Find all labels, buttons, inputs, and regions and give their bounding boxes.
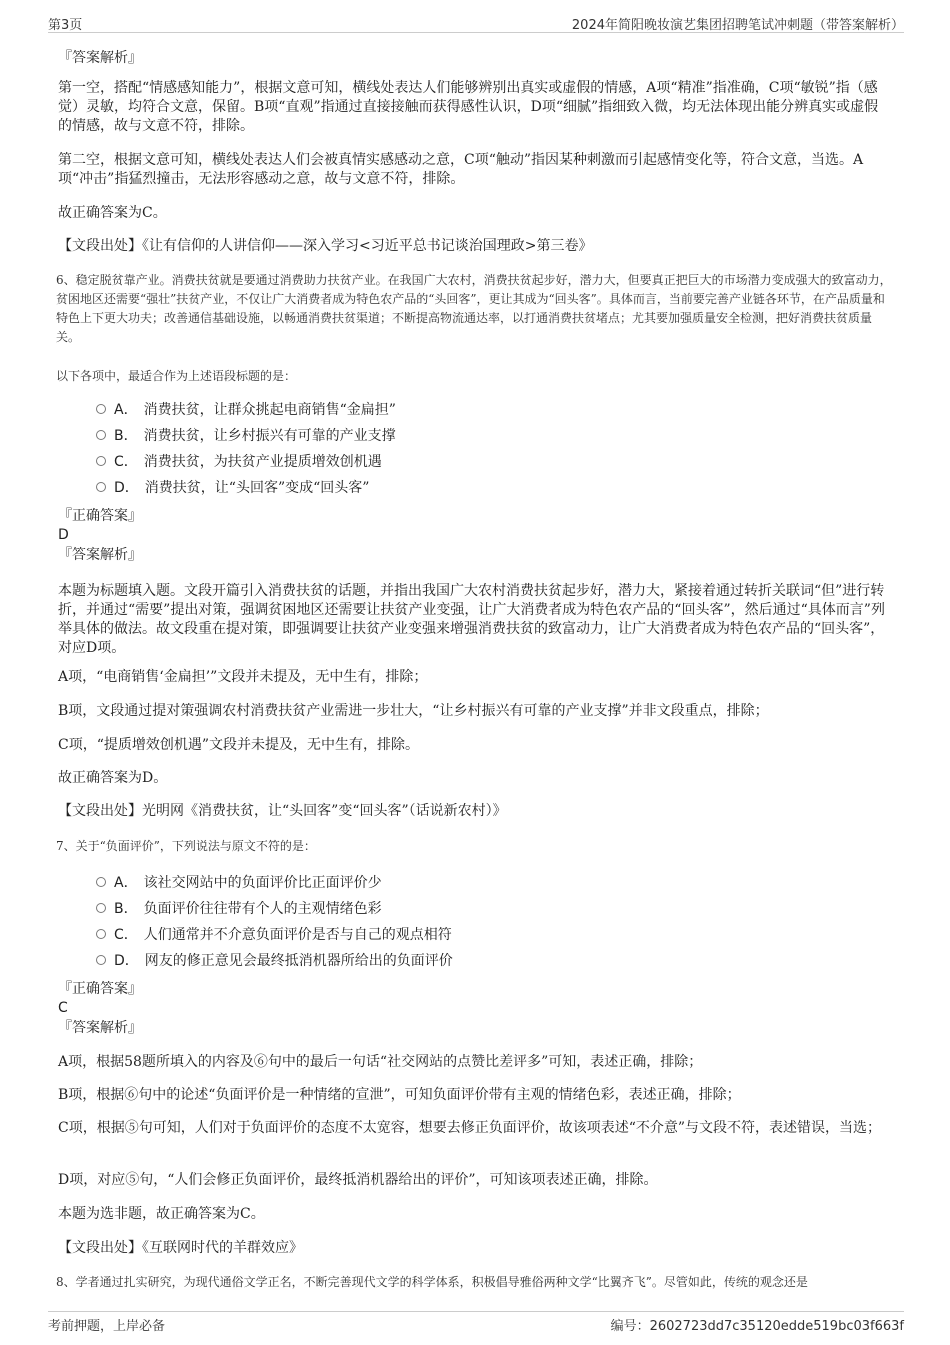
option-a[interactable]	[96, 873, 382, 893]
option-d[interactable]	[96, 951, 453, 971]
analysis-paragraph: B项，文段通过提对策强调农村消费扶贫产业需进一步壮大，“让乡村振兴有可靠的产业支撑”并非文段重点，排除；	[58, 703, 769, 719]
option-letter: B．	[114, 901, 138, 917]
option-b[interactable]	[96, 426, 396, 446]
document-title: 2024年简阳晚妆演艺集团招聘笔试冲刺题（带答案解析）	[571, 18, 904, 33]
analysis-paragraph: C项，“提质增效创机遇”文段并未提及，无中生有，排除。	[58, 737, 420, 753]
analysis-conclusion: 故正确答案为D。	[58, 770, 168, 786]
option-letter: D．	[114, 953, 139, 969]
correct-answer: C	[58, 1000, 68, 1016]
option-letter: B．	[114, 428, 138, 444]
analysis-paragraph: A项，根据58题所填入的内容及⑥句中的最后一句话“社交网站的点赞比差评多”可知，表述正确，排除；	[58, 1054, 703, 1070]
option-letter: D．	[114, 480, 139, 496]
radio-button-icon[interactable]	[96, 456, 106, 466]
analysis-conclusion: 本题为选非题，故正确答案为C。	[58, 1206, 265, 1222]
option-letter: A．	[114, 402, 138, 418]
correct-answer-heading: 『正确答案』	[58, 981, 142, 997]
document-id: 编号：2602723dd7c35120edde519bc03f663f	[610, 1319, 904, 1334]
page-number: 第3页	[48, 18, 83, 33]
option-c[interactable]	[96, 925, 452, 945]
source-citation: 【文段出处】《让有信仰的人讲信仰——深入学习<习近平总书记谈治国理政>第三卷》	[58, 238, 593, 254]
footer-slogan: 考前押题，上岸必备	[48, 1319, 166, 1334]
radio-button-icon[interactable]	[96, 482, 106, 492]
radio-button-icon[interactable]	[96, 955, 106, 965]
option-text: 该社交网站中的负面评价比正面评价少	[143, 875, 382, 891]
option-text: 负面评价往往带有个人的主观情绪色彩	[143, 901, 382, 917]
question-text: 7、关于“负面评价”，下列说法与原文不符的是：	[56, 839, 316, 853]
analysis-heading: 『答案解析』	[58, 547, 142, 563]
option-text: 消费扶贫，让乡村振兴有可靠的产业支撑	[143, 428, 396, 444]
option-d[interactable]	[96, 478, 369, 498]
option-letter: C．	[114, 454, 138, 470]
analysis-heading: 『答案解析』	[58, 1020, 142, 1036]
option-text: 消费扶贫，让群众挑起电商销售“金扁担”	[143, 402, 396, 418]
radio-button-icon[interactable]	[96, 404, 106, 414]
analysis-paragraph: B项，根据⑥句中的论述“负面评价是一种情绪的宣泄”，可知负面评价带有主观的情绪色彩，表述正确，排除；	[58, 1087, 741, 1103]
analysis-paragraph: 第一空，搭配“情感感知能力”，根据文意可知，横线处表达人们能够辨别出真实或虚假的情感，A项“精准”指准确，C项“敏锐”指（感觉）灵敏，均符合文意，保留。B项“直观”指通过直接接触而获得感性认识，D项“细腻”指细致入微，均无法体现出能分辨真实或虚假的情感，故与文意不符，排除。	[58, 80, 879, 134]
option-text: 人们通常并不介意负面评价是否与自己的观点相符	[143, 927, 452, 943]
source-citation: 【文段出处】《互联网时代的羊群效应》	[58, 1240, 303, 1256]
analysis-paragraph: A项，“电商销售‘金扁担’”文段并未提及，无中生有，排除；	[58, 669, 428, 685]
question-text: 6、稳定脱贫靠产业。消费扶贫就是要通过消费助力扶贫产业。在我国广大农村，消费扶贫起步好，潜力大，但要真正把巨大的市场潜力变成强大的致富动力，贫困地区还需要“强壮”扶贫产业，不仅让广大消费者成为特色农产品的“头回客”，更让其成为“回头客”。具体而言，当前要完善产业链各环节，在产品质量和特色上下更大功夫；改善通信基础设施，以畅通消费扶贫渠道；不断提高物流通达率，以打通消费扶贫堵点；尤其要加强质量安全检测，把好消费扶贫质量关。	[56, 273, 892, 344]
option-letter: A．	[114, 875, 138, 891]
source-citation: 【文段出处】光明网《消费扶贫，让“头回客”变“回头客”（话说新农村）》	[58, 803, 507, 819]
option-text: 网友的修正意见会最终抵消机器所给出的负面评价	[144, 953, 453, 969]
radio-button-icon[interactable]	[96, 903, 106, 913]
option-c[interactable]	[96, 452, 382, 472]
question-text: 8、学者通过扎实研究，为现代通俗文学正名，不断完善现代文学的科学体系，积极倡导雅俗两种文学“比翼齐飞”。尽管如此，传统的观念还是	[56, 1275, 808, 1289]
analysis-conclusion: 故正确答案为C。	[58, 205, 167, 221]
option-b[interactable]	[96, 899, 382, 919]
radio-button-icon[interactable]	[96, 929, 106, 939]
correct-answer-heading: 『正确答案』	[58, 508, 142, 524]
radio-button-icon[interactable]	[96, 877, 106, 887]
analysis-paragraph: D项，对应⑤句，“人们会修正负面评价，最终抵消机器给出的评价”，可知该项表述正确，排除。	[58, 1172, 658, 1188]
option-text: 消费扶贫，为扶贫产业提质增效创机遇	[143, 454, 382, 470]
option-text: 消费扶贫，让“头回客”变成“回头客”	[144, 480, 370, 496]
page-footer	[48, 1311, 904, 1334]
page-header	[48, 12, 904, 33]
correct-answer: D	[58, 527, 69, 543]
analysis-paragraph: C项，根据⑤句可知，人们对于负面评价的态度不太宽容，想要去修正负面评价，故该项表述“不介意”与文段不符，表述错误，当选；	[58, 1120, 882, 1136]
question-prompt: 以下各项中，最适合作为上述语段标题的是：	[56, 369, 297, 383]
analysis-paragraph: 第二空，根据文意可知，横线处表达人们会被真情实感感动之意，C项“触动”指因某种刺激而引起感情变化等，符合文意，当选。A项“冲击”指猛烈撞击，无法形容感动之意，故与文意不符，排除。	[58, 152, 864, 187]
radio-button-icon[interactable]	[96, 430, 106, 440]
analysis-heading: 『答案解析』	[58, 50, 142, 66]
option-letter: C．	[114, 927, 138, 943]
option-a[interactable]	[96, 400, 396, 420]
analysis-paragraph: 本题为标题填入题。文段开篇引入消费扶贫的话题，并指出我国广大农村消费扶贫起步好，潜力大，紧接着通过转折关联词“但”进行转折，并通过“需要”提出对策，强调贫困地区还需要让扶贫产业变强，让广大消费者成为特色农产品的“回头客”，然后通过“具体而言”列举具体的做法。故文段重在提对策，即强调要让扶贫产业变强来增强消费扶贫的致富动力，让广大消费者成为特色农产品的“回头客”，对应D项。	[58, 583, 885, 656]
